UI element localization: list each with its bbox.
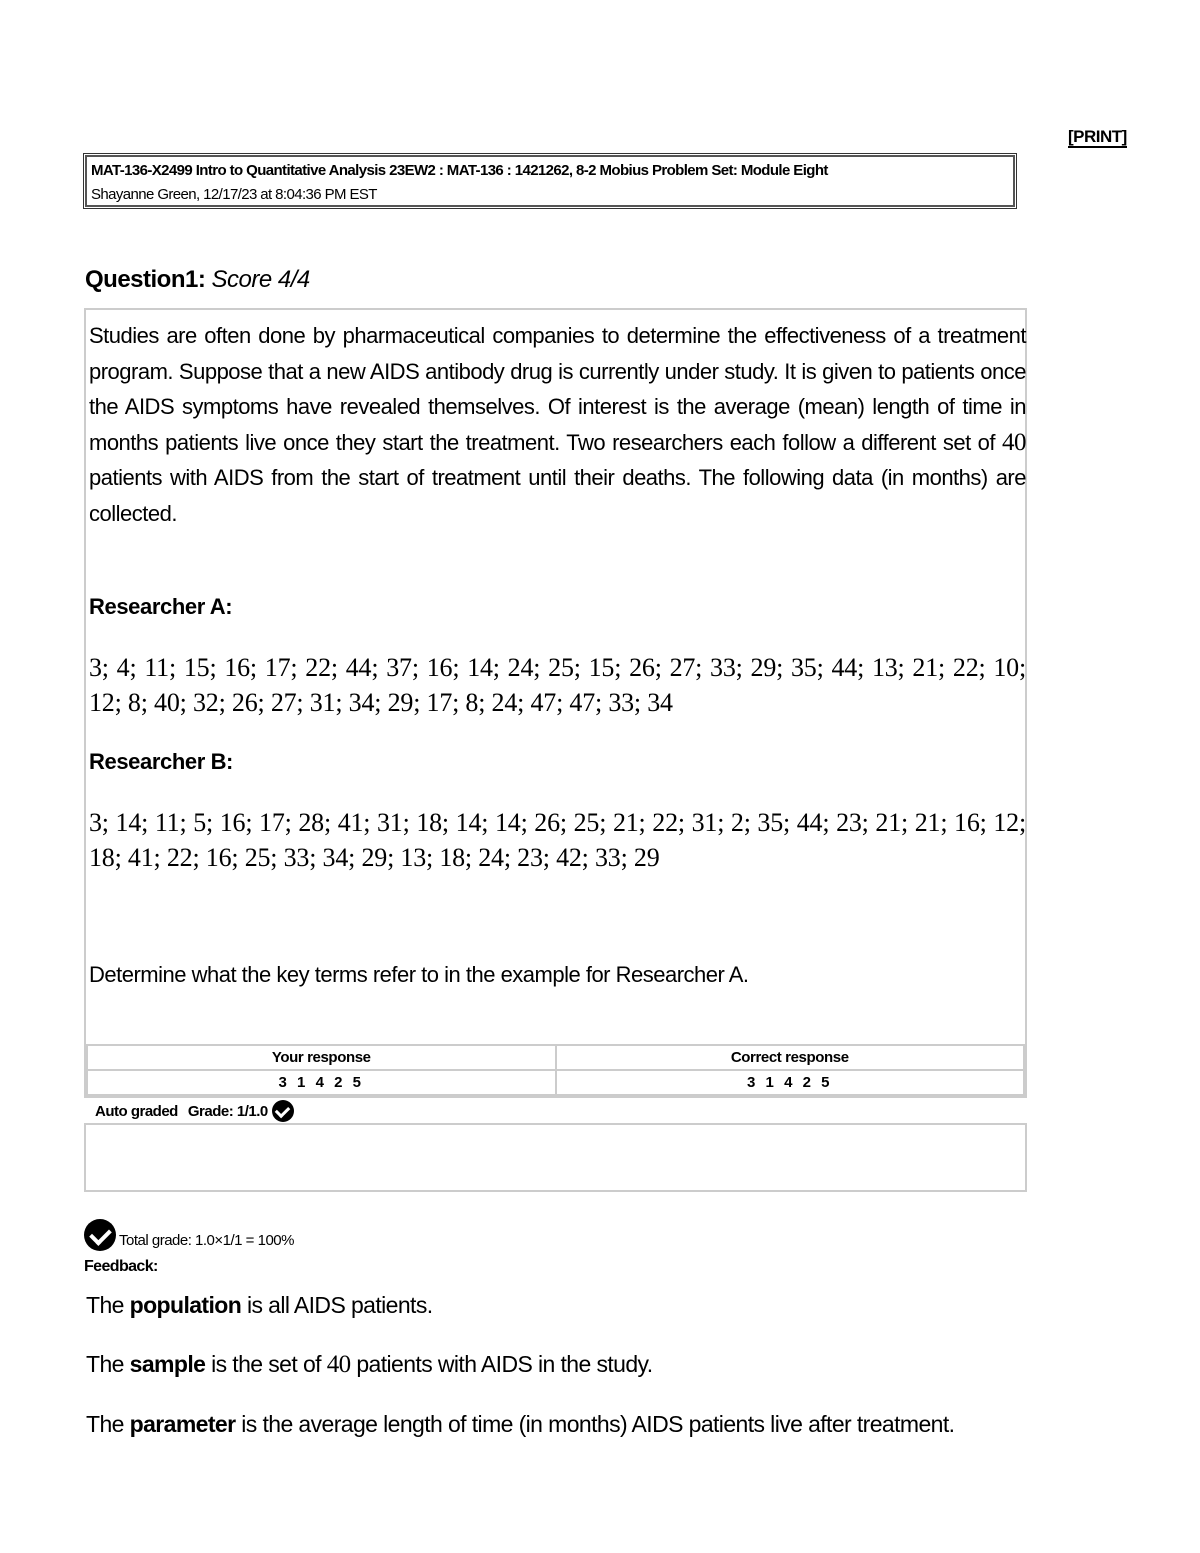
student-line: Shayanne Green, 12/17/23 at 8:04:36 PM EST xyxy=(91,186,377,203)
correct-response-value: 3 1 4 2 5 xyxy=(556,1070,1025,1095)
check-circle-icon xyxy=(272,1100,294,1122)
question-score: Score 4/4 xyxy=(211,266,310,293)
your-response-header: Your response xyxy=(87,1045,556,1070)
response-table-header-row xyxy=(87,1045,1024,1070)
question-prompt: Determine what the key terms refer to in the example for Researcher A. xyxy=(89,962,749,987)
response-table-row xyxy=(87,1070,1024,1095)
assignment-header-inner xyxy=(85,155,1015,207)
feedback-sample-mid: is the set of xyxy=(211,1351,321,1377)
your-response-value: 3 1 4 2 5 xyxy=(87,1070,556,1095)
feedback-sample-term: sample xyxy=(129,1351,206,1377)
feedback-parameter xyxy=(86,1407,1027,1441)
feedback-population-term: population xyxy=(129,1292,242,1318)
feedback-parameter-term: parameter xyxy=(129,1411,236,1437)
auto-graded-line xyxy=(95,1100,294,1122)
researcher-a-data: 3; 4; 11; 15; 16; 17; 22; 44; 37; 16; 14; 24; 25; 15; 26; 27; 33; 29; 35; 44; 13; 21; 22; 10; 12; 8; 40; 32; 26; 27; 31; 34; 29; 17; 8; 24; 47; 47; 33; 34 xyxy=(89,653,1026,717)
feedback-sample-pre: The xyxy=(86,1351,124,1377)
feedback-label: Feedback: xyxy=(84,1258,158,1275)
feedback-population-post: is all AIDS patients. xyxy=(246,1292,433,1318)
feedback-parameter-pre: The xyxy=(86,1411,124,1437)
response-table xyxy=(86,1044,1025,1096)
print-link[interactable]: [PRINT] xyxy=(1068,127,1127,146)
researcher-b-label: Researcher B: xyxy=(89,749,233,774)
grade-label: Grade: 1/1.0 xyxy=(187,1102,268,1120)
researcher-b-data: 3; 14; 11; 5; 16; 17; 28; 41; 31; 18; 14; 14; 26; 25; 21; 22; 31; 2; 35; 44; 23; 21; 21; 16; 12; 18; 41; 22; 16; 25; 33; 34; 29; 13; 18; 24; 23; 42; 33; 29 xyxy=(89,808,1026,872)
feedback-parameter-post: is the average length of time (in months) AIDS patients live after treatment. xyxy=(241,1411,955,1437)
correct-response-header: Correct response xyxy=(556,1045,1025,1070)
stem-text-after: patients with AIDS from the start of treatment until their deaths. The following data (in months) are collected. xyxy=(89,465,1026,526)
course-title: MAT-136-X2499 Intro to Quantitative Analysis 23EW2 : MAT-136 : 1421262, 8-2 Mobius Problem Set: Module Eight xyxy=(91,162,828,179)
assignment-header xyxy=(83,153,1017,209)
check-circle-icon xyxy=(84,1219,116,1251)
feedback-sample xyxy=(86,1347,1027,1382)
researcher-a-label: Researcher A: xyxy=(89,594,233,619)
feedback-sample-number: 40 xyxy=(326,1351,351,1378)
feedback-sample-post: patients with AIDS in the study. xyxy=(356,1351,653,1377)
total-grade-line xyxy=(84,1219,294,1251)
stem-number: 40 xyxy=(1001,428,1026,456)
comment-box xyxy=(84,1123,1027,1192)
question-box xyxy=(84,308,1027,1098)
auto-graded-label: Auto graded xyxy=(95,1102,178,1120)
question-title xyxy=(85,266,310,294)
total-grade-text: Total grade: 1.0×1/1 = 100% xyxy=(119,1232,294,1249)
stem-text-before: Studies are often done by pharmaceutical companies to determine the effectiveness of a treatment program. Suppose that a new AIDS antibody drug is currently under study. It is given to patients once the AIDS symptoms have revealed themselves. Of interest is the average (mean) length of time in months patients live once they start the treatment. Two researchers each follow a different set of xyxy=(89,323,1026,455)
feedback-population xyxy=(86,1288,1027,1322)
question-label: Question1: xyxy=(85,266,206,293)
feedback-population-pre: The xyxy=(86,1292,124,1318)
question-stem xyxy=(89,318,1026,531)
